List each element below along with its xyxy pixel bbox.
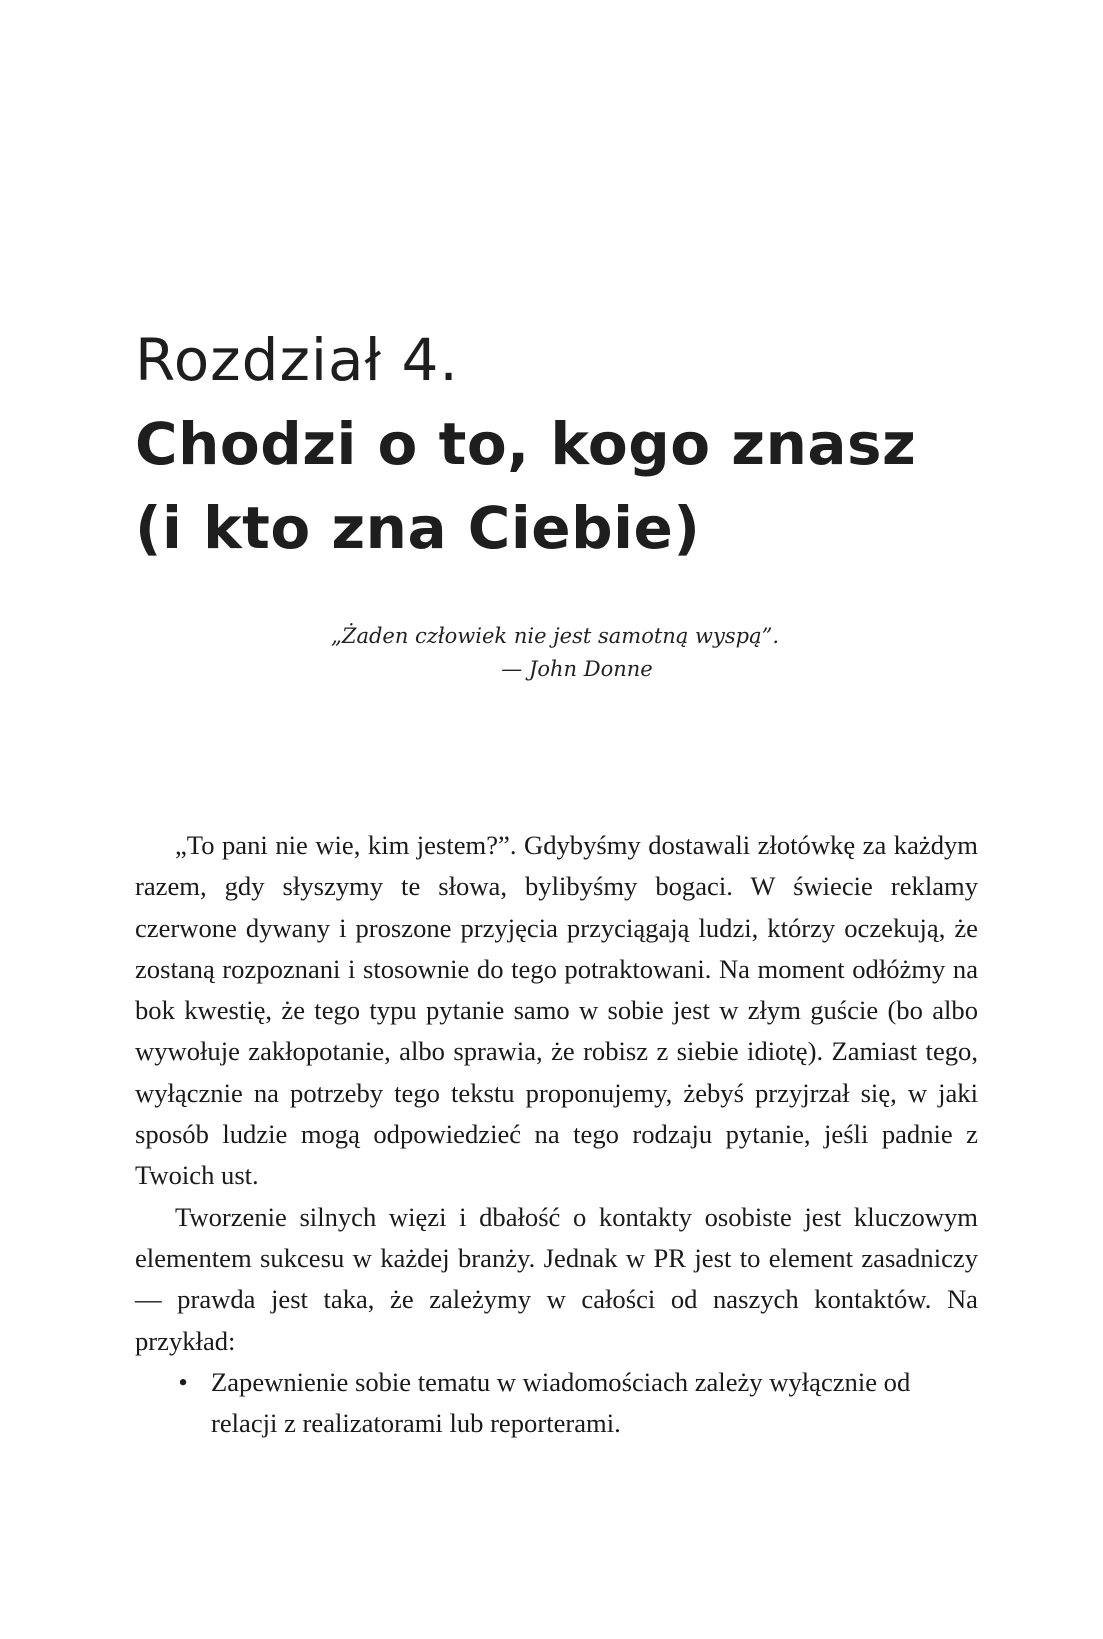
- bullet-icon: •: [178, 1366, 188, 1397]
- paragraph-1: „To pani nie wie, kim jestem?”. Gdybyśmy dostawali złotówkę za każdym razem, gdy słyszymy te słowa, bylibyśmy bogaci. W świecie reklamy czerwone dywany i proszone przyjęcia przyciągają ludzi, którzy oczekują, że zostaną rozpoznani i stosownie do tego potraktowani. Na moment odłóżmy na bok kwestię, że tego typu pytanie samo w sobie jest w złym guście (bo albo wywołuje zakłopotanie, albo sprawia, że robisz z siebie idiotę). Zamiast tego, wyłącznie na potrzeby tego tekstu proponujemy, żebyś przyjrzał się, w jaki sposób ludzie mogą odpowiedzieć na tego rodzaju pytanie, jeśli padnie z Twoich ust.: [135, 830, 978, 1191]
- bullet-list: [135, 1362, 978, 1445]
- epigraph-author: — John Donne: [501, 657, 653, 681]
- chapter-title-line-1: Chodzi o to, kogo znasz: [135, 410, 917, 478]
- paragraph-2: Tworzenie silnych więzi i dbałość o kontakty osobiste jest kluczowym elementem sukcesu w każdej branży. Jednak w PR jest to element zasadniczy — prawda jest taka, że zależymy w całości od naszych kontaktów. Na przykład:: [135, 1201, 978, 1356]
- chapter-number: Rozdział 4.: [135, 326, 459, 394]
- chapter-heading: [135, 318, 995, 570]
- epigraph: [300, 620, 810, 686]
- chapter-title-line-2: (i kto zna Ciebie): [135, 494, 701, 562]
- epigraph-quote: „Żaden człowiek nie jest samotną wyspą”.: [330, 624, 780, 648]
- list-item: [135, 1362, 978, 1445]
- list-item-text: Zapewnienie sobie tematu w wiadomościach zależy wyłącznie od relacji z realizatorami lub reporterami.: [211, 1366, 911, 1439]
- body-text: [135, 825, 978, 1444]
